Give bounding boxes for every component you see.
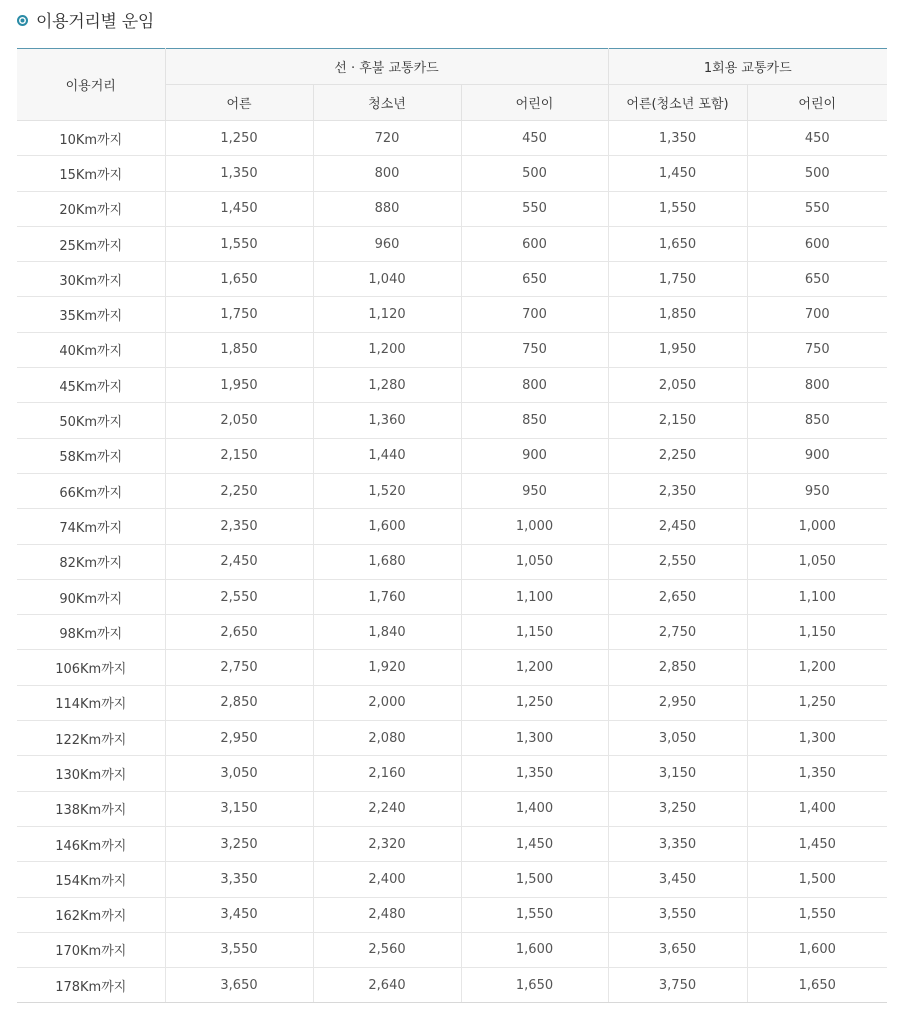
prepaid-youth-fare: 1,760: [313, 579, 461, 614]
prepaid-adult-fare: 2,150: [165, 438, 313, 473]
table-row: [17, 862, 887, 897]
prepaid-youth-fare: 1,920: [313, 650, 461, 685]
prepaid-child-fare: 1,150: [461, 615, 608, 650]
prepaid-youth-fare: 1,680: [313, 544, 461, 579]
table-row: [17, 756, 887, 791]
prepaid-child-fare: 1,650: [461, 968, 608, 1003]
prepaid-youth-fare: 1,040: [313, 262, 461, 297]
prepaid-child-fare: 1,500: [461, 862, 608, 897]
prepaid-adult-fare: 3,050: [165, 756, 313, 791]
distance-cell: 10Km까지: [17, 121, 165, 156]
prepaid-youth-fare: 1,120: [313, 297, 461, 332]
distance-cell: 58Km까지: [17, 438, 165, 473]
distance-cell: 15Km까지: [17, 156, 165, 191]
single-child-fare: 1,100: [747, 579, 887, 614]
prepaid-child-fare: 1,550: [461, 897, 608, 932]
single-adult-fare: 1,850: [608, 297, 747, 332]
prepaid-adult-fare: 3,650: [165, 968, 313, 1003]
prepaid-adult-fare: 2,550: [165, 579, 313, 614]
distance-cell: 162Km까지: [17, 897, 165, 932]
table-row: [17, 544, 887, 579]
prepaid-youth-fare: 1,280: [313, 368, 461, 403]
distance-cell: 138Km까지: [17, 791, 165, 826]
table-row: [17, 438, 887, 473]
single-child-fare: 850: [747, 403, 887, 438]
table-row: [17, 262, 887, 297]
prepaid-youth-fare: 2,320: [313, 826, 461, 861]
prepaid-child-fare: 750: [461, 332, 608, 367]
prepaid-child-fare: 1,100: [461, 579, 608, 614]
prepaid-adult-fare: 2,850: [165, 685, 313, 720]
prepaid-child-fare: 1,300: [461, 721, 608, 756]
prepaid-adult-fare: 3,150: [165, 791, 313, 826]
single-adult-fare: 2,950: [608, 685, 747, 720]
single-adult-fare: 3,450: [608, 862, 747, 897]
single-adult-fare: 2,650: [608, 579, 747, 614]
table-row: [17, 403, 887, 438]
distance-cell: 178Km까지: [17, 968, 165, 1003]
circle-bullet-icon: [17, 15, 28, 26]
distance-cell: 154Km까지: [17, 862, 165, 897]
prepaid-child-fare: 1,000: [461, 509, 608, 544]
prepaid-youth-fare: 960: [313, 226, 461, 261]
table-row: [17, 615, 887, 650]
single-child-fare: 1,650: [747, 968, 887, 1003]
prepaid-youth-fare: 2,480: [313, 897, 461, 932]
single-child-fare: 800: [747, 368, 887, 403]
prepaid-adult-fare: 1,250: [165, 121, 313, 156]
distance-cell: 130Km까지: [17, 756, 165, 791]
distance-cell: 40Km까지: [17, 332, 165, 367]
single-child-fare: 1,200: [747, 650, 887, 685]
header-single-adult: 어른(청소년 포함): [608, 85, 747, 121]
distance-cell: 122Km까지: [17, 721, 165, 756]
table-row: [17, 156, 887, 191]
single-adult-fare: 2,550: [608, 544, 747, 579]
single-adult-fare: 3,250: [608, 791, 747, 826]
table-row: [17, 579, 887, 614]
single-adult-fare: 1,750: [608, 262, 747, 297]
fare-table-body: [17, 121, 887, 1003]
prepaid-child-fare: 1,050: [461, 544, 608, 579]
distance-cell: 25Km까지: [17, 226, 165, 261]
distance-cell: 50Km까지: [17, 403, 165, 438]
prepaid-child-fare: 600: [461, 226, 608, 261]
single-child-fare: 1,250: [747, 685, 887, 720]
single-child-fare: 950: [747, 473, 887, 508]
prepaid-adult-fare: 1,350: [165, 156, 313, 191]
prepaid-adult-fare: 2,650: [165, 615, 313, 650]
prepaid-child-fare: 1,350: [461, 756, 608, 791]
distance-cell: 90Km까지: [17, 579, 165, 614]
table-row: [17, 121, 887, 156]
prepaid-youth-fare: 1,360: [313, 403, 461, 438]
prepaid-adult-fare: 3,550: [165, 932, 313, 967]
prepaid-child-fare: 1,200: [461, 650, 608, 685]
section-title: 이용거리별 운임: [36, 11, 154, 32]
table-row: [17, 332, 887, 367]
distance-cell: 170Km까지: [17, 932, 165, 967]
single-child-fare: 1,600: [747, 932, 887, 967]
table-row: [17, 191, 887, 226]
header-row-groups: [17, 49, 887, 85]
single-child-fare: 900: [747, 438, 887, 473]
single-adult-fare: 1,650: [608, 226, 747, 261]
table-row: [17, 650, 887, 685]
prepaid-youth-fare: 2,640: [313, 968, 461, 1003]
distance-cell: 30Km까지: [17, 262, 165, 297]
header-distance: 이용거리: [17, 49, 165, 121]
distance-cell: 74Km까지: [17, 509, 165, 544]
prepaid-child-fare: 700: [461, 297, 608, 332]
single-adult-fare: 3,050: [608, 721, 747, 756]
fare-table: [17, 48, 887, 1003]
single-adult-fare: 2,250: [608, 438, 747, 473]
prepaid-youth-fare: 2,560: [313, 932, 461, 967]
single-adult-fare: 1,350: [608, 121, 747, 156]
header-prepaid-adult: 어른: [165, 85, 313, 121]
prepaid-child-fare: 950: [461, 473, 608, 508]
prepaid-youth-fare: 1,840: [313, 615, 461, 650]
prepaid-child-fare: 650: [461, 262, 608, 297]
prepaid-youth-fare: 2,000: [313, 685, 461, 720]
prepaid-child-fare: 850: [461, 403, 608, 438]
table-row: [17, 932, 887, 967]
prepaid-adult-fare: 1,750: [165, 297, 313, 332]
table-row: [17, 226, 887, 261]
single-adult-fare: 2,450: [608, 509, 747, 544]
distance-cell: 20Km까지: [17, 191, 165, 226]
prepaid-adult-fare: 3,450: [165, 897, 313, 932]
prepaid-child-fare: 450: [461, 121, 608, 156]
table-row: [17, 826, 887, 861]
single-adult-fare: 2,350: [608, 473, 747, 508]
single-child-fare: 550: [747, 191, 887, 226]
table-row: [17, 791, 887, 826]
prepaid-youth-fare: 800: [313, 156, 461, 191]
single-child-fare: 500: [747, 156, 887, 191]
prepaid-adult-fare: 2,450: [165, 544, 313, 579]
single-adult-fare: 2,050: [608, 368, 747, 403]
table-row: [17, 297, 887, 332]
prepaid-adult-fare: 1,450: [165, 191, 313, 226]
single-child-fare: 1,400: [747, 791, 887, 826]
prepaid-child-fare: 550: [461, 191, 608, 226]
table-row: [17, 473, 887, 508]
single-child-fare: 1,300: [747, 721, 887, 756]
header-prepaid-child: 어린이: [461, 85, 608, 121]
distance-cell: 146Km까지: [17, 826, 165, 861]
single-adult-fare: 2,150: [608, 403, 747, 438]
single-adult-fare: 2,850: [608, 650, 747, 685]
distance-cell: 98Km까지: [17, 615, 165, 650]
prepaid-youth-fare: 1,440: [313, 438, 461, 473]
table-row: [17, 721, 887, 756]
single-child-fare: 1,450: [747, 826, 887, 861]
single-child-fare: 1,150: [747, 615, 887, 650]
prepaid-child-fare: 900: [461, 438, 608, 473]
prepaid-child-fare: 1,250: [461, 685, 608, 720]
table-row: [17, 685, 887, 720]
single-adult-fare: 2,750: [608, 615, 747, 650]
prepaid-youth-fare: 2,160: [313, 756, 461, 791]
prepaid-adult-fare: 1,950: [165, 368, 313, 403]
prepaid-adult-fare: 2,950: [165, 721, 313, 756]
single-child-fare: 750: [747, 332, 887, 367]
single-adult-fare: 1,550: [608, 191, 747, 226]
prepaid-child-fare: 1,400: [461, 791, 608, 826]
prepaid-adult-fare: 1,650: [165, 262, 313, 297]
table-row: [17, 368, 887, 403]
prepaid-child-fare: 1,600: [461, 932, 608, 967]
prepaid-youth-fare: 2,240: [313, 791, 461, 826]
single-child-fare: 1,050: [747, 544, 887, 579]
table-row: [17, 509, 887, 544]
prepaid-youth-fare: 1,600: [313, 509, 461, 544]
header-group-prepaid-card: 선 · 후불 교통카드: [165, 49, 608, 85]
prepaid-youth-fare: 880: [313, 191, 461, 226]
prepaid-youth-fare: 1,200: [313, 332, 461, 367]
single-adult-fare: 3,350: [608, 826, 747, 861]
single-child-fare: 1,550: [747, 897, 887, 932]
distance-cell: 106Km까지: [17, 650, 165, 685]
single-child-fare: 700: [747, 297, 887, 332]
prepaid-child-fare: 800: [461, 368, 608, 403]
single-child-fare: 1,500: [747, 862, 887, 897]
prepaid-adult-fare: 2,050: [165, 403, 313, 438]
distance-cell: 35Km까지: [17, 297, 165, 332]
table-row: [17, 968, 887, 1003]
prepaid-youth-fare: 2,080: [313, 721, 461, 756]
single-child-fare: 600: [747, 226, 887, 261]
single-adult-fare: 3,550: [608, 897, 747, 932]
single-adult-fare: 1,950: [608, 332, 747, 367]
prepaid-child-fare: 500: [461, 156, 608, 191]
single-child-fare: 1,350: [747, 756, 887, 791]
single-child-fare: 650: [747, 262, 887, 297]
header-group-single-use-card: 1회용 교통카드: [608, 49, 887, 85]
prepaid-adult-fare: 3,350: [165, 862, 313, 897]
section-header: [17, 6, 154, 32]
single-child-fare: 1,000: [747, 509, 887, 544]
header-prepaid-youth: 청소년: [313, 85, 461, 121]
table-row: [17, 897, 887, 932]
single-adult-fare: 1,450: [608, 156, 747, 191]
distance-cell: 114Km까지: [17, 685, 165, 720]
prepaid-adult-fare: 2,350: [165, 509, 313, 544]
prepaid-adult-fare: 3,250: [165, 826, 313, 861]
prepaid-youth-fare: 2,400: [313, 862, 461, 897]
prepaid-child-fare: 1,450: [461, 826, 608, 861]
prepaid-adult-fare: 2,750: [165, 650, 313, 685]
single-adult-fare: 3,750: [608, 968, 747, 1003]
distance-cell: 66Km까지: [17, 473, 165, 508]
prepaid-youth-fare: 1,520: [313, 473, 461, 508]
single-adult-fare: 3,650: [608, 932, 747, 967]
prepaid-adult-fare: 2,250: [165, 473, 313, 508]
fare-table-head: [17, 49, 887, 121]
single-adult-fare: 3,150: [608, 756, 747, 791]
distance-cell: 82Km까지: [17, 544, 165, 579]
header-single-child: 어린이: [747, 85, 887, 121]
prepaid-youth-fare: 720: [313, 121, 461, 156]
prepaid-adult-fare: 1,850: [165, 332, 313, 367]
distance-cell: 45Km까지: [17, 368, 165, 403]
prepaid-adult-fare: 1,550: [165, 226, 313, 261]
single-child-fare: 450: [747, 121, 887, 156]
